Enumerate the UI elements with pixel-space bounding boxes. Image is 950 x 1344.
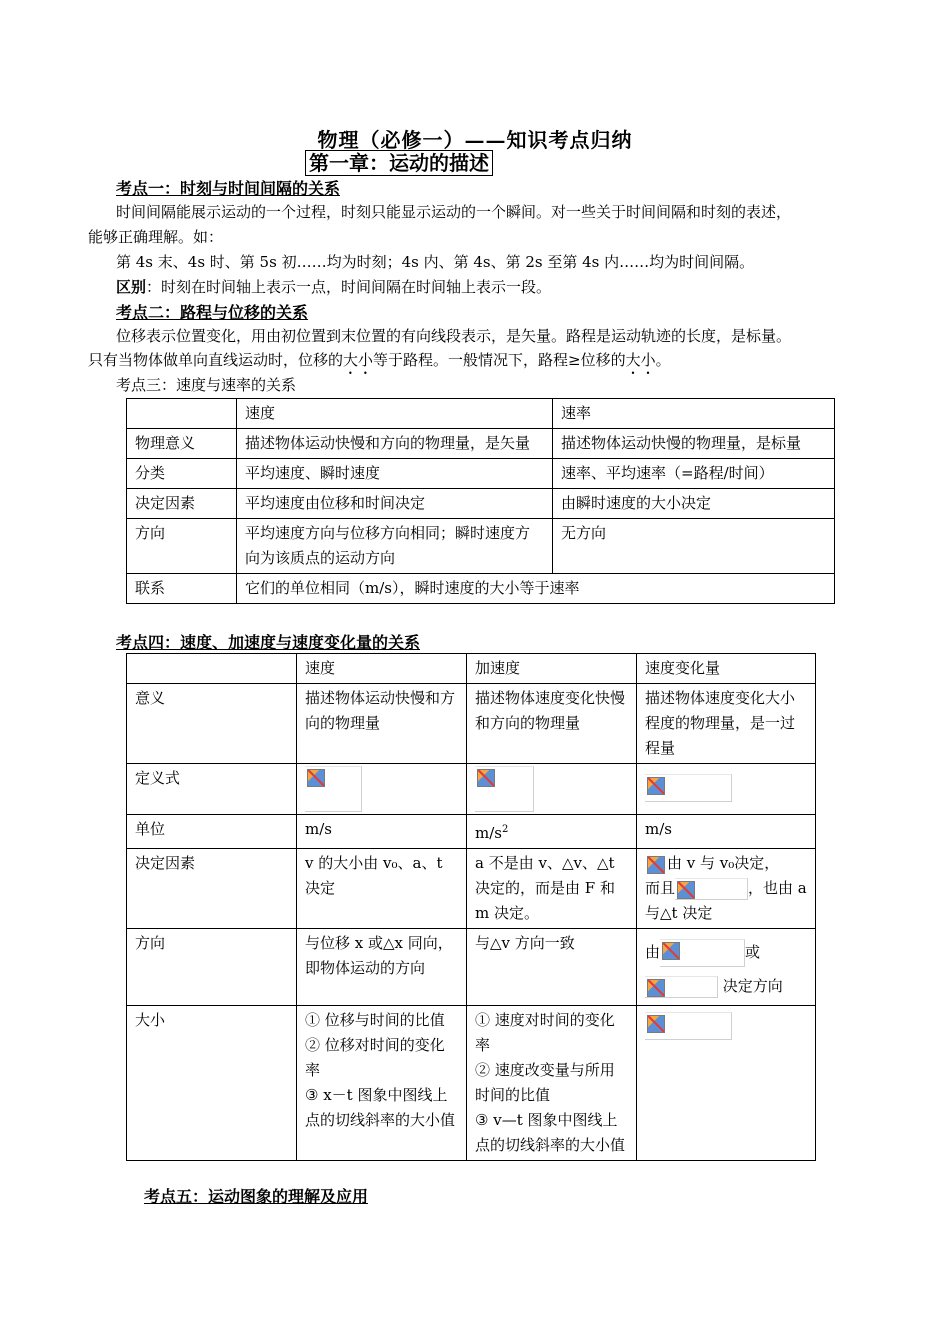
table-cell: 平均速度由位移和时间决定: [237, 489, 553, 519]
factor-dv-text-1: 由 v 与 v₀决定，: [667, 854, 780, 872]
broken-image-icon: [645, 976, 718, 998]
table-header: 速度: [237, 399, 553, 429]
table-row: [127, 654, 816, 684]
speed-rate-table: [126, 398, 835, 604]
sec1-paragraph-1-cont: 能够正确理解。如：: [88, 228, 224, 246]
difference-text: ：时刻在时间轴上表示一点，时间间隔在时间轴上表示一段。: [146, 278, 552, 296]
table-header: 速度变化量: [637, 654, 816, 684]
section-heading-2: 考点二：路程与位移的关系: [116, 303, 309, 322]
table-row: [127, 519, 835, 574]
table-cell: [467, 764, 637, 815]
table-header: 速度: [297, 654, 467, 684]
broken-image-icon: [305, 766, 362, 812]
broken-image-icon: [675, 878, 748, 900]
table-cell: 分类: [127, 459, 237, 489]
table-row: [127, 489, 835, 519]
emphasis-magnitude-2: 大小: [625, 351, 656, 369]
table-cell: 决定因素: [127, 849, 297, 929]
table-cell: 它们的单位相同（m/s），瞬时速度的大小等于速率: [237, 574, 835, 604]
table-cell: 定义式: [127, 764, 297, 815]
velocity-acceleration-table: [126, 653, 816, 1161]
unit-text: m/s: [475, 824, 502, 842]
broken-image-icon: [645, 774, 732, 802]
size-v-item-2: ② 位移对时间的变化率: [305, 1036, 445, 1079]
table-cell: m/s: [297, 815, 467, 849]
direction-dv-text-2: 或: [745, 943, 761, 961]
table-cell: 与△v 方向一致: [467, 929, 637, 1006]
broken-image-icon: [645, 1012, 732, 1040]
table-row: [127, 1006, 816, 1161]
broken-image-icon: [475, 766, 534, 812]
table-cell: a 不是由 v、△v、△t 决定的，而是由 F 和 m 决定。: [467, 849, 637, 929]
table-cell: 意义: [127, 684, 297, 764]
table-row: [127, 764, 816, 815]
sec2-text-b: 等于路程。一般情况下，路程≥位移的: [373, 351, 626, 369]
table-cell: [637, 849, 816, 929]
section-heading-5: 考点五：运动图象的理解及应用: [144, 1187, 369, 1206]
table-cell: 由瞬时速度的大小决定: [553, 489, 835, 519]
table-cell: 方向: [127, 519, 237, 574]
table-cell: 平均速度方向与位移方向相同；瞬时速度方向为该质点的运动方向: [237, 519, 553, 574]
chapter-title: 第一章：运动的描述: [305, 150, 493, 176]
factor-dv-text-2: 而且: [645, 879, 676, 897]
table-cell: 联系: [127, 574, 237, 604]
direction-dv-text-1: 由: [645, 943, 661, 961]
section-heading-3: 考点三：速度与速率的关系: [116, 376, 297, 394]
table-cell: 与位移 x 或△x 同向，即物体运动的方向: [297, 929, 467, 1006]
table-cell: 描述物体速度变化大小程度的物理量，是一过程量: [637, 684, 816, 764]
table-cell: [467, 1006, 637, 1161]
table-cell: 单位: [127, 815, 297, 849]
table-cell: v 的大小由 v₀、a、t 决定: [297, 849, 467, 929]
table-cell: [297, 1006, 467, 1161]
table-cell: 速率、平均速率（=路程/时间）: [553, 459, 835, 489]
size-v-item-3: ③ x－t 图象中图线上点的切线斜率的大小值: [305, 1086, 456, 1129]
section-heading-1: 考点一：时刻与时间间隔的关系: [116, 179, 341, 198]
table-cell: 无方向: [553, 519, 835, 574]
table-cell: 物理意义: [127, 429, 237, 459]
table-row: [127, 815, 816, 849]
table-row: [127, 929, 816, 1006]
table-cell: 决定因素: [127, 489, 237, 519]
document-title: 物理（必修一）——知识考点归纳: [317, 128, 633, 152]
table-cell: 描述物体运动快慢的物理量，是标量: [553, 429, 835, 459]
sec1-paragraph-2: 第 4s 末、4s 时、第 5s 初……均为时刻；4s 内、第 4s、第 2s 至第 4s 内……均为时间间隔。: [116, 253, 755, 271]
unit-superscript: 2: [501, 824, 509, 835]
sec2-line-1: 位移表示位置变化，用由初位置到末位置的有向线段表示，是矢量。路程是运动轨迹的长度，是标量。: [116, 327, 792, 345]
table-cell: [637, 929, 816, 1006]
size-a-item-2: ② 速度改变量与所用时间的比值: [475, 1061, 615, 1104]
table-cell: [297, 764, 467, 815]
table-cell: [127, 399, 237, 429]
table-cell: 描述物体运动快慢和方向的物理量: [297, 684, 467, 764]
size-a-item-3: ③ v—t 图象中图线上点的切线斜率的大小值: [475, 1111, 626, 1154]
table-row: [127, 429, 835, 459]
table-cell: 描述物体速度变化快慢和方向的物理量: [467, 684, 637, 764]
table-cell: 大小: [127, 1006, 297, 1161]
table-row: [127, 459, 835, 489]
size-a-item-1: ① 速度对时间的变化率: [475, 1011, 615, 1054]
factor-dv-text-3: ，也由 a 与△t 决定: [645, 879, 807, 922]
table-header: 速率: [553, 399, 835, 429]
sec2-text-c: 。: [655, 351, 671, 369]
difference-label: 区别: [116, 278, 147, 296]
section-heading-4: 考点四：速度、加速度与速度变化量的关系: [116, 633, 421, 652]
table-cell: [637, 1006, 816, 1161]
table-cell: m/s: [637, 815, 816, 849]
emphasis-magnitude-1: 大小: [343, 351, 374, 369]
sec1-difference: [116, 276, 551, 299]
table-cell: [127, 654, 297, 684]
table-cell: [467, 815, 637, 849]
table-row: [127, 399, 835, 429]
sec1-paragraph-1: 时间间隔能展示运动的一个过程，时刻只能显示运动的一个瞬间。对一些关于时间间隔和时刻的表述，: [116, 203, 792, 221]
size-v-item-1: ① 位移与时间的比值: [305, 1011, 445, 1029]
table-row: [127, 574, 835, 604]
table-header: 加速度: [467, 654, 637, 684]
table-cell: [637, 764, 816, 815]
broken-image-icon: [660, 939, 745, 967]
table-cell: 描述物体运动快慢和方向的物理量，是矢量: [237, 429, 553, 459]
table-cell: 方向: [127, 929, 297, 1006]
table-row: [127, 684, 816, 764]
table-cell: 平均速度、瞬时速度: [237, 459, 553, 489]
table-row: [127, 849, 816, 929]
direction-dv-text-3: 决定方向: [722, 977, 783, 995]
sec2-text-a: 只有当物体做单向直线运动时，位移的: [88, 351, 344, 369]
broken-image-icon: [645, 854, 667, 874]
